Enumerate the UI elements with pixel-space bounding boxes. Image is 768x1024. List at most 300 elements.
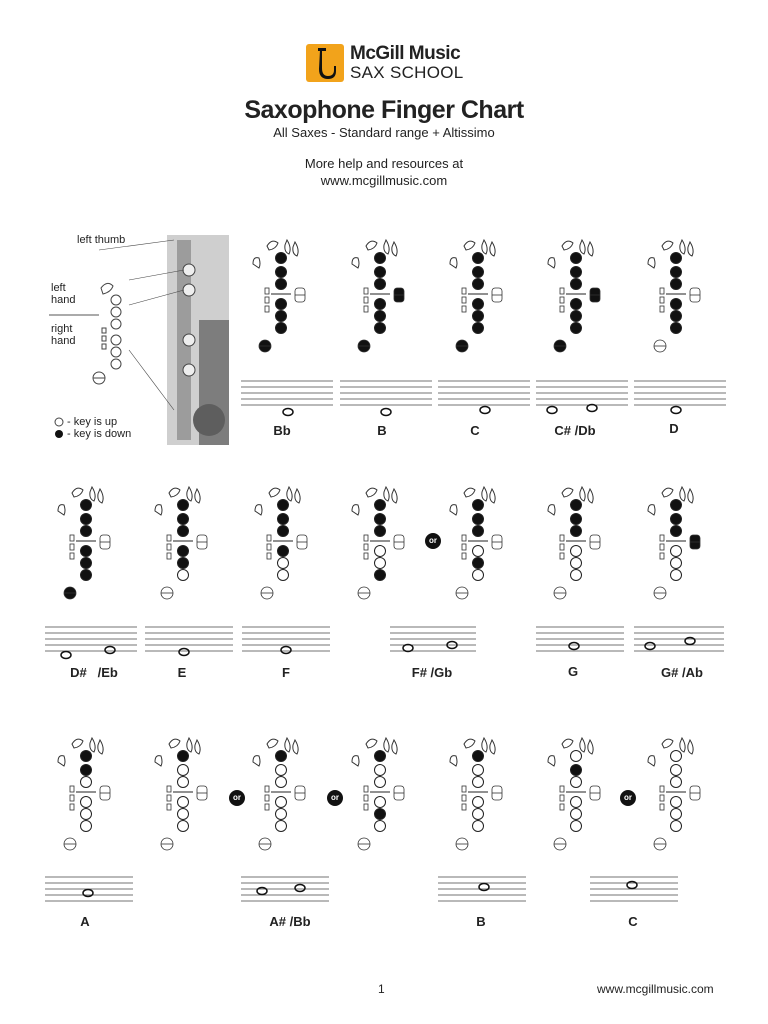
- note-head: [257, 888, 267, 895]
- side-key: [265, 804, 269, 810]
- note-label-g: G: [567, 664, 579, 679]
- low-key: [554, 340, 566, 352]
- finger-key: [375, 299, 386, 310]
- key-diagram: [366, 739, 377, 748]
- side-key: [364, 804, 368, 810]
- key-diagram: [562, 241, 573, 250]
- key-diagram: [384, 240, 389, 254]
- side-key: [267, 535, 271, 541]
- finger-key: [473, 299, 484, 310]
- finger-key: [671, 765, 682, 776]
- finger-key: [178, 797, 189, 808]
- finger-key: [473, 751, 484, 762]
- finger-key: [571, 751, 582, 762]
- side-key: [462, 786, 466, 792]
- or-badge: or: [425, 533, 441, 549]
- help-text: More help and resources at: [304, 156, 464, 171]
- finger-key: [81, 570, 92, 581]
- finger-key: [178, 546, 189, 557]
- note-head: [403, 645, 413, 652]
- key-diagram: [269, 488, 280, 497]
- note-label-c: C: [470, 423, 480, 438]
- side-key: [167, 535, 171, 541]
- note-head: [283, 409, 293, 416]
- finger-key: [375, 253, 386, 264]
- finger-key: [671, 514, 682, 525]
- page-subtitle: All Saxes - Standard range + Altissimo: [273, 125, 495, 140]
- key-diagram: [267, 739, 278, 748]
- low-key: [261, 587, 273, 599]
- key-diagram: [450, 505, 457, 515]
- low-key: [259, 838, 271, 850]
- key-diagram: [195, 740, 200, 754]
- key-diagram: [72, 488, 83, 497]
- finger-key: [473, 797, 484, 808]
- finger-key: [278, 546, 289, 557]
- note-head: [447, 642, 457, 649]
- key-diagram: [688, 242, 693, 256]
- key-diagram: [255, 505, 262, 515]
- finger-key: [571, 267, 582, 278]
- low-key: [456, 838, 468, 850]
- key-diagram: [366, 241, 377, 250]
- note-label-f: F: [282, 665, 290, 680]
- finger-key: [375, 546, 386, 557]
- key-diagram: [195, 489, 200, 503]
- finger-key: [571, 570, 582, 581]
- side-key: [660, 306, 664, 312]
- side-key: [364, 795, 368, 801]
- note-label-fsharp: F# /Gb: [411, 665, 453, 680]
- side-key: [560, 795, 564, 801]
- side-key: [660, 288, 664, 294]
- side-key: [660, 804, 664, 810]
- finger-key: [375, 558, 386, 569]
- finger-key: [278, 500, 289, 511]
- side-key: [364, 306, 368, 312]
- pinky-key: [197, 535, 207, 549]
- brand-sub: SAX SCHOOL: [350, 63, 464, 82]
- finger-key: [276, 821, 287, 832]
- pinky-key: [492, 535, 502, 549]
- finger-key: [671, 546, 682, 557]
- low-key: [554, 838, 566, 850]
- footer-url[interactable]: www.mcgillmusic.com: [597, 982, 714, 996]
- key-diagram: [450, 258, 457, 268]
- finger-key: [278, 526, 289, 537]
- finger-key: [671, 323, 682, 334]
- side-key: [267, 544, 271, 550]
- legend-left-hand: left hand: [51, 282, 76, 306]
- note-label-asharp: A# /Bb: [269, 914, 311, 929]
- finger-key: [473, 765, 484, 776]
- key-diagram: [490, 489, 495, 503]
- finger-key: [473, 323, 484, 334]
- finger-key: [571, 765, 582, 776]
- pinky-key: [590, 786, 600, 800]
- note-label-a: A: [80, 914, 90, 929]
- key-diagram: [293, 740, 298, 754]
- finger-key: [81, 558, 92, 569]
- pinky-key: [590, 535, 600, 549]
- finger-key: [81, 751, 92, 762]
- key-diagram: [464, 739, 475, 748]
- side-key: [70, 544, 74, 550]
- pinky-key: [492, 786, 502, 800]
- low-key: [64, 838, 76, 850]
- side-key: [167, 795, 171, 801]
- side-key: [70, 553, 74, 559]
- finger-key: [375, 526, 386, 537]
- side-key: [462, 306, 466, 312]
- key-diagram: [352, 258, 359, 268]
- finger-key: [276, 765, 287, 776]
- key-diagram: [464, 488, 475, 497]
- key-diagram: [295, 489, 300, 503]
- note-head: [627, 882, 637, 889]
- key-diagram: [588, 740, 593, 754]
- finger-key: [571, 514, 582, 525]
- note-head: [179, 649, 189, 656]
- or-badge: or: [229, 790, 245, 806]
- key-diagram: [392, 242, 397, 256]
- side-key: [462, 544, 466, 550]
- side-key: [660, 786, 664, 792]
- key-diagram: [169, 488, 180, 497]
- note-head: [645, 643, 655, 650]
- side-key: [560, 306, 564, 312]
- finger-key: [571, 299, 582, 310]
- finger-key: [671, 821, 682, 832]
- finger-key: [375, 279, 386, 290]
- key-diagram: [662, 739, 673, 748]
- side-key: [265, 795, 269, 801]
- side-key: [560, 804, 564, 810]
- key-diagram: [648, 756, 655, 766]
- note-head: [281, 647, 291, 654]
- side-key: [364, 297, 368, 303]
- finger-key: [571, 323, 582, 334]
- finger-key: [276, 797, 287, 808]
- key-diagram: [588, 242, 593, 256]
- finger-key: [375, 323, 386, 334]
- finger-key: [81, 546, 92, 557]
- key-diagram: [548, 258, 555, 268]
- pinky-key: [100, 786, 110, 800]
- key-diagram: [680, 240, 685, 254]
- pinky-key: [295, 786, 305, 800]
- side-key: [462, 795, 466, 801]
- finger-key: [81, 500, 92, 511]
- key-diagram: [548, 756, 555, 766]
- note-head: [587, 405, 597, 412]
- note-head: [569, 643, 579, 650]
- finger-key: [473, 809, 484, 820]
- finger-key: [473, 546, 484, 557]
- or-badge: or: [327, 790, 343, 806]
- side-key: [265, 288, 269, 294]
- key-diagram: [562, 739, 573, 748]
- finger-key: [473, 253, 484, 264]
- side-key: [660, 553, 664, 559]
- pinky-key: [690, 786, 700, 800]
- note-head: [105, 647, 115, 654]
- side-key: [660, 544, 664, 550]
- finger-key: [571, 526, 582, 537]
- finger-key: [276, 299, 287, 310]
- side-key: [462, 553, 466, 559]
- finger-key: [671, 253, 682, 264]
- low-key: [161, 838, 173, 850]
- key-diagram: [548, 505, 555, 515]
- note-head: [381, 409, 391, 416]
- finger-key: [375, 797, 386, 808]
- side-key: [660, 795, 664, 801]
- low-key: [358, 587, 370, 599]
- key-diagram: [352, 756, 359, 766]
- key-diagram: [58, 505, 65, 515]
- finger-key: [473, 311, 484, 322]
- side-key: [560, 553, 564, 559]
- side-key: [167, 804, 171, 810]
- side-key: [364, 786, 368, 792]
- note-label-gsharp: G# /Ab: [661, 665, 703, 680]
- pinky-key: [295, 288, 305, 302]
- finger-key: [375, 809, 386, 820]
- key-diagram: [285, 240, 290, 254]
- key-diagram: [464, 241, 475, 250]
- key-diagram: [253, 756, 260, 766]
- finger-key: [178, 751, 189, 762]
- key-diagram: [490, 242, 495, 256]
- side-key: [660, 297, 664, 303]
- finger-key: [473, 279, 484, 290]
- finger-key: [81, 809, 92, 820]
- pinky-key: [297, 535, 307, 549]
- side-key: [167, 544, 171, 550]
- key-diagram: [450, 756, 457, 766]
- pinky-key: [690, 535, 700, 549]
- side-key: [364, 288, 368, 294]
- finger-key: [178, 526, 189, 537]
- key-diagram: [580, 738, 585, 752]
- side-key: [364, 535, 368, 541]
- key-diagram: [366, 488, 377, 497]
- logo: [306, 44, 344, 82]
- finger-key: [178, 500, 189, 511]
- side-key: [267, 553, 271, 559]
- finger-key: [671, 267, 682, 278]
- key-diagram: [392, 740, 397, 754]
- finger-key: [671, 558, 682, 569]
- finger-key: [571, 558, 582, 569]
- finger-key: [375, 267, 386, 278]
- low-key: [456, 587, 468, 599]
- side-key: [265, 306, 269, 312]
- finger-key: [375, 311, 386, 322]
- finger-key: [276, 279, 287, 290]
- finger-key: [473, 777, 484, 788]
- key-diagram: [680, 487, 685, 501]
- finger-key: [571, 809, 582, 820]
- legend-key-down: - key is down: [67, 428, 132, 440]
- side-key: [265, 297, 269, 303]
- key-diagram: [662, 241, 673, 250]
- key-diagram: [588, 489, 593, 503]
- low-key: [654, 838, 666, 850]
- note-label-d: D: [669, 421, 679, 436]
- note-head: [480, 407, 490, 414]
- finger-key: [473, 500, 484, 511]
- note-head: [61, 652, 71, 659]
- side-key: [462, 288, 466, 294]
- pinky-key: [492, 288, 502, 302]
- note-label-b: B: [377, 423, 387, 438]
- finger-key: [276, 267, 287, 278]
- finger-key: [375, 570, 386, 581]
- finger-key: [375, 751, 386, 762]
- finger-key: [571, 777, 582, 788]
- low-key: [654, 587, 666, 599]
- pinky-key: [690, 288, 700, 302]
- help-link[interactable]: www.mcgillmusic.com: [320, 173, 448, 188]
- finger-key: [276, 751, 287, 762]
- side-key: [560, 288, 564, 294]
- key-diagram: [648, 505, 655, 515]
- finger-key: [81, 797, 92, 808]
- finger-key: [671, 809, 682, 820]
- note-head: [83, 890, 93, 897]
- finger-key: [276, 777, 287, 788]
- key-diagram: [688, 740, 693, 754]
- finger-key: [178, 821, 189, 832]
- finger-key: [375, 765, 386, 776]
- finger-key: [276, 311, 287, 322]
- low-key: [259, 340, 271, 352]
- saxophone-photo: [49, 230, 232, 448]
- finger-key: [178, 809, 189, 820]
- side-key: [462, 535, 466, 541]
- key-diagram: [90, 738, 95, 752]
- key-diagram: [155, 756, 162, 766]
- key-diagram: [562, 488, 573, 497]
- finger-key: [276, 323, 287, 334]
- key-diagram: [482, 738, 487, 752]
- brand-name: McGill Music: [350, 43, 461, 64]
- side-key: [364, 553, 368, 559]
- finger-key: [81, 765, 92, 776]
- finger-key: [375, 514, 386, 525]
- finger-key: [571, 500, 582, 511]
- key-diagram: [490, 740, 495, 754]
- note-head: [479, 884, 489, 891]
- finger-key: [671, 751, 682, 762]
- finger-key: [473, 514, 484, 525]
- note-label-e: E: [177, 665, 187, 680]
- finger-key: [278, 514, 289, 525]
- brand: [350, 44, 464, 82]
- finger-key: [671, 777, 682, 788]
- key-diagram: [580, 240, 585, 254]
- finger-key: [671, 279, 682, 290]
- low-key: [358, 838, 370, 850]
- saxophone-icon: [306, 44, 344, 82]
- finger-key: [81, 526, 92, 537]
- legend-right-hand: right hand: [51, 323, 76, 347]
- key-diagram: [580, 487, 585, 501]
- key-diagram: [662, 488, 673, 497]
- note-label-bb: Bb: [273, 423, 291, 438]
- key-diagram: [253, 258, 260, 268]
- finger-key: [571, 279, 582, 290]
- side-key: [70, 804, 74, 810]
- legend-left-thumb: left thumb: [77, 234, 126, 246]
- finger-key: [571, 821, 582, 832]
- key-diagram: [384, 738, 389, 752]
- note-head: [671, 407, 681, 414]
- key-diagram: [58, 756, 65, 766]
- finger-key: [278, 570, 289, 581]
- finger-key: [671, 311, 682, 322]
- or-badge: or: [620, 790, 636, 806]
- low-key: [64, 587, 76, 599]
- finger-key: [178, 514, 189, 525]
- key-diagram: [680, 738, 685, 752]
- low-key: [554, 587, 566, 599]
- finger-key: [473, 526, 484, 537]
- note-label-b2: B: [476, 914, 486, 929]
- finger-key: [178, 558, 189, 569]
- side-key: [70, 795, 74, 801]
- side-key: [265, 786, 269, 792]
- side-key: [660, 535, 664, 541]
- finger-key: [276, 253, 287, 264]
- key-diagram: [90, 487, 95, 501]
- key-diagram: [187, 487, 192, 501]
- side-key: [560, 535, 564, 541]
- key-diagram: [293, 242, 298, 256]
- finger-key: [81, 821, 92, 832]
- pinky-key: [394, 288, 404, 302]
- key-diagram: [72, 739, 83, 748]
- key-diagram: [187, 738, 192, 752]
- finger-key: [671, 570, 682, 581]
- finger-key: [278, 558, 289, 569]
- note-head: [685, 638, 695, 645]
- note-label-csharp: C# /Db: [554, 423, 596, 438]
- pinky-key: [590, 288, 600, 302]
- side-key: [462, 297, 466, 303]
- finger-key: [178, 777, 189, 788]
- key-diagram: [688, 489, 693, 503]
- key-diagram: [648, 258, 655, 268]
- key-diagram: [285, 738, 290, 752]
- key-diagram: [98, 740, 103, 754]
- page-number: 1: [378, 982, 385, 996]
- finger-key: [473, 558, 484, 569]
- key-diagram: [482, 240, 487, 254]
- finger-key: [473, 821, 484, 832]
- key-diagram: [98, 489, 103, 503]
- pinky-key: [100, 535, 110, 549]
- side-key: [364, 544, 368, 550]
- finger-key: [671, 526, 682, 537]
- note-label-c2: C: [628, 914, 638, 929]
- pinky-key: [394, 786, 404, 800]
- page-title: Saxophone Finger Chart: [244, 96, 524, 124]
- finger-key: [81, 514, 92, 525]
- side-key: [167, 786, 171, 792]
